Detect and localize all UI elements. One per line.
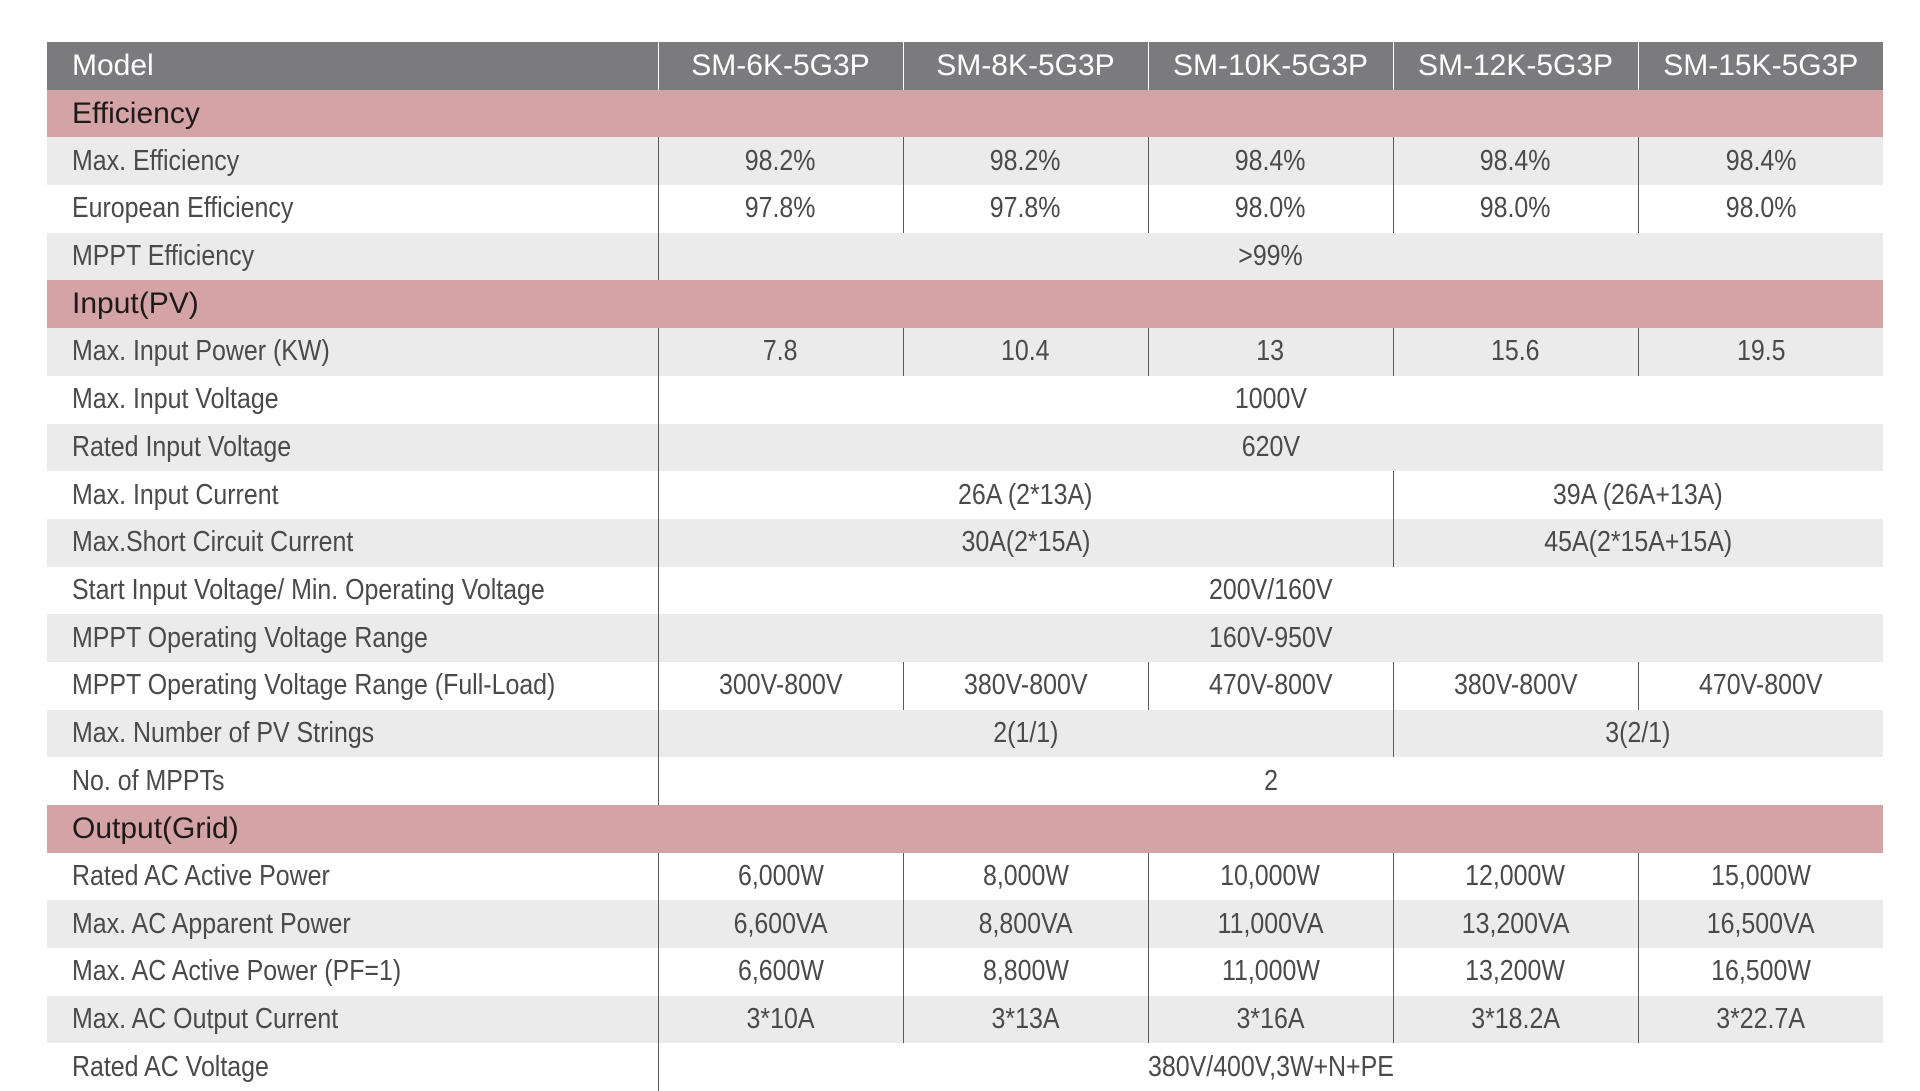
row-label: Rated Input Voltage <box>47 424 658 472</box>
table-cell: 470V-800V <box>1148 662 1393 710</box>
table-cell: 8,800W <box>903 948 1148 996</box>
row-label: Max. Input Power (KW) <box>47 328 658 376</box>
table-cell: 98.4% <box>1393 137 1638 185</box>
header-model-label: Model <box>47 42 658 90</box>
table-row <box>47 614 1883 662</box>
table-row <box>47 328 1883 376</box>
row-label: Max. Input Voltage <box>47 376 658 424</box>
table-cell: 10.4 <box>903 328 1148 376</box>
row-label: Max. Number of PV Strings <box>47 710 658 758</box>
table-cell: 98.0% <box>1393 185 1638 233</box>
row-label: Start Input Voltage/ Min. Operating Voltage <box>47 567 658 615</box>
table-cell: 300V-800V <box>658 662 903 710</box>
table-cell: 11,000W <box>1148 948 1393 996</box>
table-row <box>47 567 1883 615</box>
table-row <box>47 948 1883 996</box>
table-cell: 8,800VA <box>903 900 1148 948</box>
table-cell: 97.8% <box>658 185 903 233</box>
table-cell-merged: 160V-950V <box>658 614 1883 662</box>
table-cell: 98.2% <box>658 137 903 185</box>
table-row <box>47 424 1883 472</box>
section-efficiency <box>47 90 1883 138</box>
table-cell: 15,000W <box>1638 853 1883 901</box>
table-cell: 12,000W <box>1393 853 1638 901</box>
table-cell: 98.0% <box>1638 185 1883 233</box>
table-row <box>47 185 1883 233</box>
section-title: Input(PV) <box>47 280 1883 328</box>
table-cell-merged: 2 <box>658 757 1883 805</box>
row-label: MPPT Efficiency <box>47 233 658 281</box>
table-cell-merged: >99% <box>658 233 1883 281</box>
table-cell: 19.5 <box>1638 328 1883 376</box>
table-row <box>47 853 1883 901</box>
table-cell: 97.8% <box>903 185 1148 233</box>
table-cell-merged: 380V/400V,3W+N+PE <box>658 1043 1883 1091</box>
table-row <box>47 996 1883 1044</box>
header-model-sm-12k: SM-12K-5G3P <box>1393 42 1638 90</box>
table-cell-merged: 2(1/1) <box>658 710 1393 758</box>
table-cell: 98.0% <box>1148 185 1393 233</box>
section-title: Efficiency <box>47 90 1883 138</box>
table-cell-merged: 200V/160V <box>658 567 1883 615</box>
row-label: Max. AC Output Current <box>47 996 658 1044</box>
header-model-sm-15k: SM-15K-5G3P <box>1638 42 1883 90</box>
table-cell: 3*13A <box>903 996 1148 1044</box>
section-output-grid <box>47 805 1883 853</box>
row-label: Max. Efficiency <box>47 137 658 185</box>
table-cell: 470V-800V <box>1638 662 1883 710</box>
table-cell: 13,200W <box>1393 948 1638 996</box>
table-cell-merged: 30A(2*15A) <box>658 519 1393 567</box>
table-cell: 11,000VA <box>1148 900 1393 948</box>
table-row <box>47 376 1883 424</box>
table-header-row <box>47 42 1883 90</box>
table-cell: 16,500VA <box>1638 900 1883 948</box>
table-cell: 10,000W <box>1148 853 1393 901</box>
table-cell: 16,500W <box>1638 948 1883 996</box>
table-cell-merged: 1000V <box>658 376 1883 424</box>
table-row <box>47 662 1883 710</box>
table-row <box>47 519 1883 567</box>
table-row <box>47 757 1883 805</box>
table-cell: 15.6 <box>1393 328 1638 376</box>
row-label: No. of MPPTs <box>47 757 658 805</box>
table-row <box>47 137 1883 185</box>
table-cell: 98.4% <box>1148 137 1393 185</box>
table-cell: 3*16A <box>1148 996 1393 1044</box>
row-label: Max. Input Current <box>47 471 658 519</box>
table-cell: 3*22.7A <box>1638 996 1883 1044</box>
section-title: Output(Grid) <box>47 805 1883 853</box>
table-cell: 3*10A <box>658 996 903 1044</box>
table-cell-merged: 3(2/1) <box>1393 710 1883 758</box>
row-label: European Efficiency <box>47 185 658 233</box>
header-model-sm-6k: SM-6K-5G3P <box>658 42 903 90</box>
table-cell-merged: 39A (26A+13A) <box>1393 471 1883 519</box>
table-cell: 6,600W <box>658 948 903 996</box>
row-label: Max. AC Apparent Power <box>47 900 658 948</box>
row-label: Rated AC Voltage <box>47 1043 658 1091</box>
table-cell: 6,000W <box>658 853 903 901</box>
row-label: MPPT Operating Voltage Range (Full-Load) <box>47 662 658 710</box>
table-row <box>47 1043 1883 1091</box>
table-row <box>47 233 1883 281</box>
table-cell: 3*18.2A <box>1393 996 1638 1044</box>
table-cell: 8,000W <box>903 853 1148 901</box>
table-row <box>47 471 1883 519</box>
row-label: MPPT Operating Voltage Range <box>47 614 658 662</box>
section-input-pv <box>47 280 1883 328</box>
table-cell: 98.2% <box>903 137 1148 185</box>
header-model-sm-10k: SM-10K-5G3P <box>1148 42 1393 90</box>
table-cell-merged: 620V <box>658 424 1883 472</box>
table-row <box>47 900 1883 948</box>
table-cell: 13 <box>1148 328 1393 376</box>
table-cell: 7.8 <box>658 328 903 376</box>
table-cell: 6,600VA <box>658 900 903 948</box>
table-row <box>47 710 1883 758</box>
row-label: Max. AC Active Power (PF=1) <box>47 948 658 996</box>
table-cell: 13,200VA <box>1393 900 1638 948</box>
table-cell: 98.4% <box>1638 137 1883 185</box>
header-model-sm-8k: SM-8K-5G3P <box>903 42 1148 90</box>
table-cell: 380V-800V <box>1393 662 1638 710</box>
row-label: Max.Short Circuit Current <box>47 519 658 567</box>
table-cell-merged: 26A (2*13A) <box>658 471 1393 519</box>
table-cell-merged: 45A(2*15A+15A) <box>1393 519 1883 567</box>
row-label: Rated AC Active Power <box>47 853 658 901</box>
table-cell: 380V-800V <box>903 662 1148 710</box>
spec-sheet <box>47 42 1883 1091</box>
spec-table <box>47 42 1883 1091</box>
